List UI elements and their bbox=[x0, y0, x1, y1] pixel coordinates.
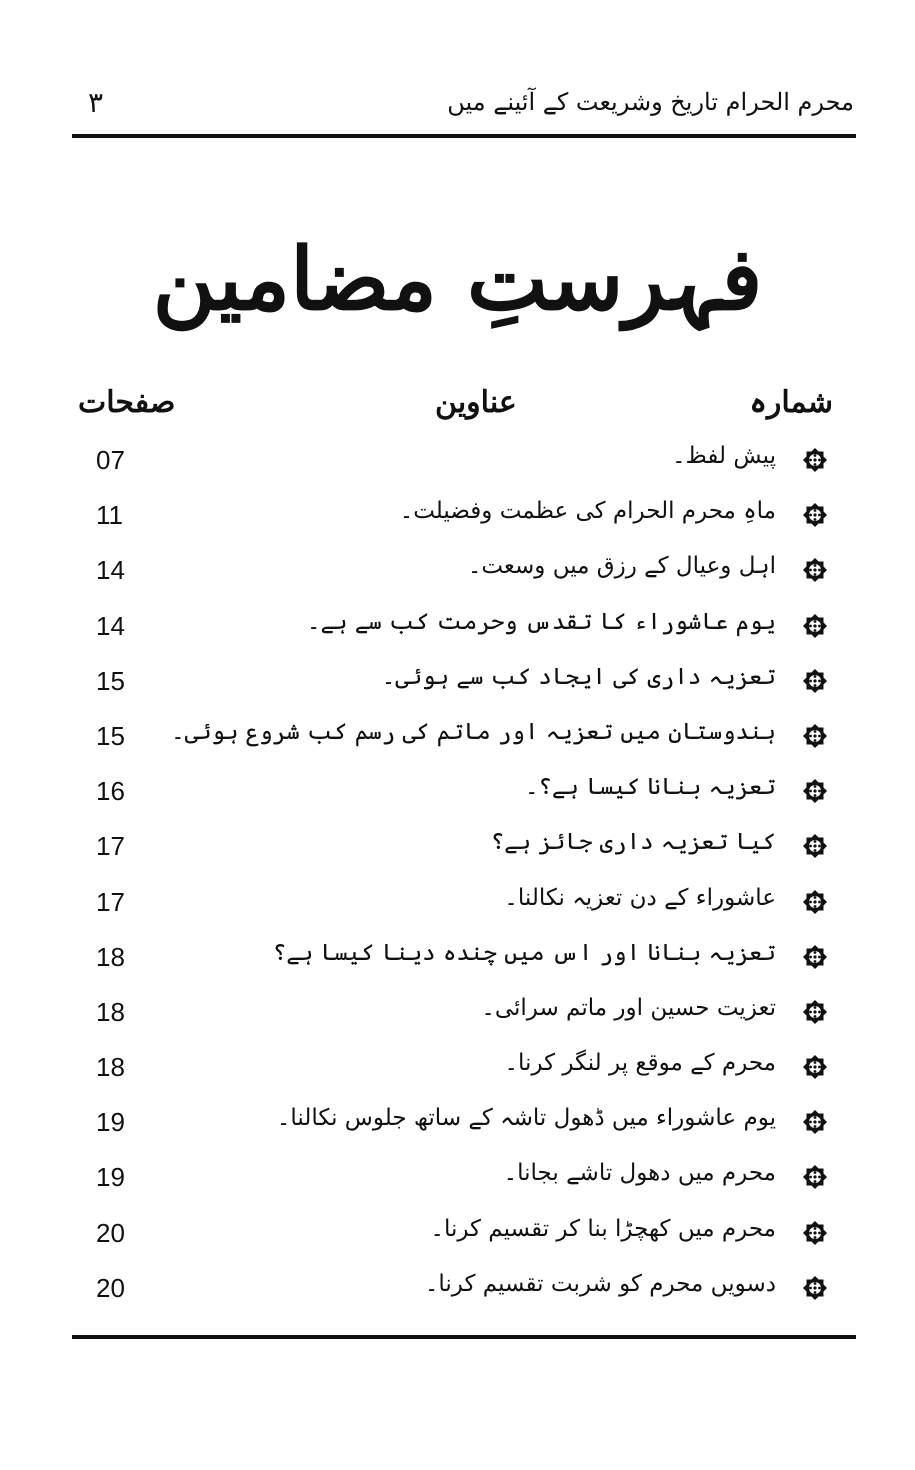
toc-entry bbox=[72, 766, 856, 821]
column-header-pages: صفحات bbox=[78, 385, 176, 420]
ornamental-star-icon bbox=[800, 1052, 830, 1082]
toc-entry bbox=[72, 435, 856, 490]
toc-entry bbox=[72, 545, 856, 600]
ornamental-star-icon bbox=[800, 831, 830, 861]
toc-entry bbox=[72, 490, 856, 545]
column-header-serial: شمارہ bbox=[749, 385, 833, 420]
toc-entry-title: اہل وعیال کے رزق میں وسعت۔ bbox=[467, 553, 776, 580]
toc-entry-title: کیا تعزیہ داری جائز ہے؟ bbox=[490, 829, 776, 856]
toc-entry bbox=[72, 1042, 856, 1097]
toc-entry-page: 20 bbox=[96, 1217, 125, 1248]
toc-entry bbox=[72, 877, 856, 932]
running-title: محرم الحرام تاریخ وشریعت کے آئینے میں bbox=[447, 88, 854, 116]
toc-entry-page: 19 bbox=[96, 1107, 125, 1138]
toc-entry bbox=[72, 601, 856, 656]
table-of-contents bbox=[72, 435, 856, 1318]
toc-entry-page: 19 bbox=[96, 1162, 125, 1193]
ornamental-star-icon bbox=[800, 1162, 830, 1192]
running-header bbox=[72, 88, 856, 128]
ornamental-star-icon bbox=[800, 776, 830, 806]
toc-entry-title: تعزیہ بنانا کیسا ہے؟۔ bbox=[524, 774, 776, 801]
toc-entry-title: محرم میں کھچڑا بنا کر تقسیم کرنا۔ bbox=[430, 1215, 776, 1242]
toc-entry-page: 20 bbox=[96, 1272, 125, 1303]
toc-entry-page: 17 bbox=[96, 886, 125, 917]
toc-entry-title: ہندوستان میں تعزیہ اور ماتم کی رسم کب شروع ہوئی۔ bbox=[171, 718, 776, 745]
toc-entry-title: تعزیت حسین اور ماتم سرائی۔ bbox=[481, 994, 776, 1021]
ornamental-star-icon bbox=[800, 1273, 830, 1303]
toc-entry bbox=[72, 821, 856, 876]
ornamental-star-icon bbox=[800, 500, 830, 530]
toc-entry bbox=[72, 1097, 856, 1152]
ornamental-star-icon bbox=[800, 721, 830, 751]
toc-entry-title: پیش لفظ۔ bbox=[672, 443, 776, 469]
ornamental-star-icon bbox=[800, 997, 830, 1027]
toc-entry-title: تعزیہ داری کی ایجاد کب سے ہوئی۔ bbox=[381, 663, 776, 690]
toc-entry-title: یوم عاشوراء کا تقدس وحرمت کب سے ہے۔ bbox=[307, 608, 776, 635]
toc-entry-page: 17 bbox=[96, 831, 125, 862]
toc-entry-title: دسویں محرم کو شربت تقسیم کرنا۔ bbox=[424, 1270, 776, 1297]
toc-entry-page: 18 bbox=[96, 941, 125, 972]
header-divider bbox=[72, 134, 856, 138]
toc-entry-page: 18 bbox=[96, 1052, 125, 1083]
toc-entry bbox=[72, 711, 856, 766]
footer-divider bbox=[72, 1335, 856, 1339]
toc-entry bbox=[72, 1208, 856, 1263]
toc-entry-page: 16 bbox=[96, 776, 125, 807]
toc-entry bbox=[72, 656, 856, 711]
toc-entry-title: عاشوراء کے دن تعزیہ نکالنا۔ bbox=[504, 884, 776, 911]
page-number: ۳ bbox=[88, 86, 104, 119]
toc-entry-title: یوم عاشوراء میں ڈھول تاشہ کے ساتھ جلوس نکالنا۔ bbox=[276, 1105, 776, 1132]
toc-entry-title: ماہِ محرم الحرام کی عظمت وفضیلت۔ bbox=[399, 498, 776, 525]
page-title: فہرستِ مضامین bbox=[152, 229, 763, 330]
toc-entry-page: 07 bbox=[96, 445, 125, 475]
toc-entry-title: محرم کے موقع پر لنگر کرنا۔ bbox=[504, 1050, 776, 1077]
toc-entry-page: 15 bbox=[96, 720, 125, 751]
toc-entry-page: 18 bbox=[96, 996, 125, 1027]
toc-entry-page: 14 bbox=[96, 555, 125, 586]
toc-entry-title: تعزیہ بنانا اور اس میں چندہ دینا کیسا ہے؟ bbox=[272, 939, 776, 966]
ornamental-star-icon bbox=[800, 666, 830, 696]
toc-entry-page: 11 bbox=[96, 500, 123, 531]
toc-entry bbox=[72, 1152, 856, 1207]
toc-entry bbox=[72, 987, 856, 1042]
ornamental-star-icon bbox=[800, 445, 830, 475]
ornamental-star-icon bbox=[800, 1218, 830, 1248]
ornamental-star-icon bbox=[800, 887, 830, 917]
ornamental-star-icon bbox=[800, 1107, 830, 1137]
column-header-topics: عناوین bbox=[435, 385, 517, 420]
toc-entry-page: 14 bbox=[96, 610, 125, 641]
ornamental-star-icon bbox=[800, 555, 830, 585]
toc-entry-title: محرم میں دھول تاشے بجانا۔ bbox=[503, 1160, 776, 1187]
toc-entry-page: 15 bbox=[96, 665, 125, 696]
toc-entry bbox=[72, 1263, 856, 1318]
ornamental-star-icon bbox=[800, 611, 830, 641]
ornamental-star-icon bbox=[800, 942, 830, 972]
toc-entry bbox=[72, 932, 856, 987]
